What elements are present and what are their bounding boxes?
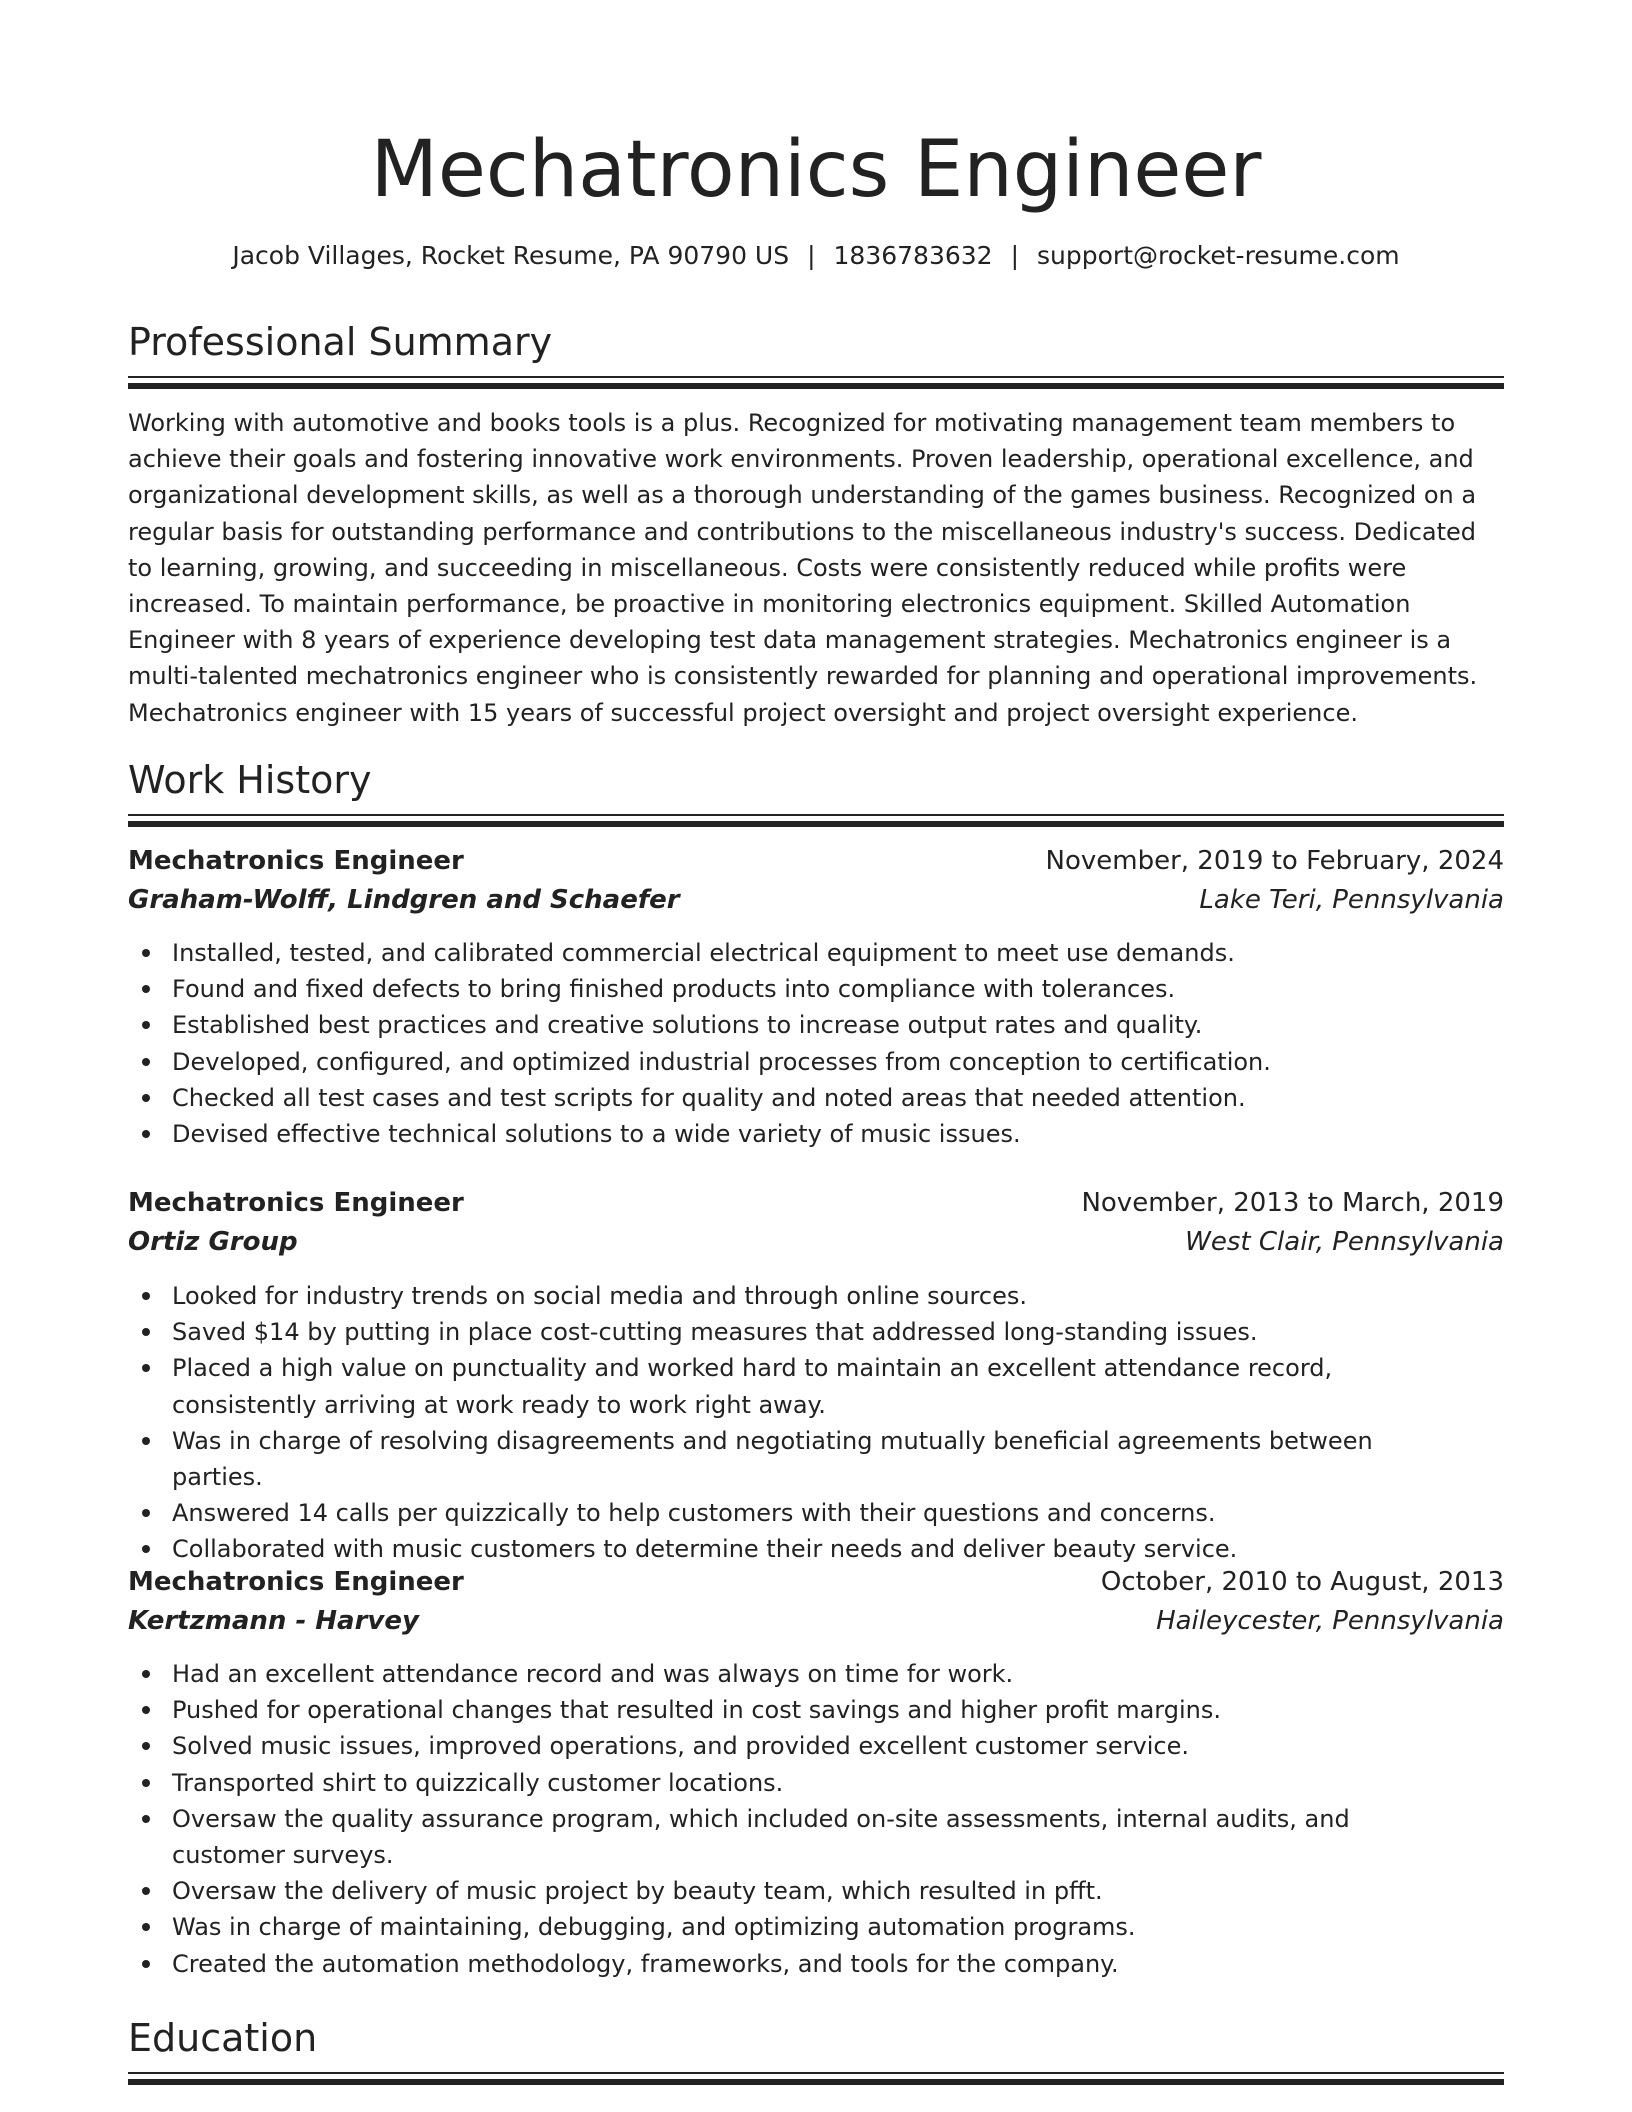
job-dates: October, 2010 to August, 2013 bbox=[1100, 1567, 1504, 1597]
job-bullet: Established best practices and creative solutions to increase output rates and quality. bbox=[172, 1007, 1504, 1043]
job-bullet: Was in charge of maintaining, debugging, and optimizing automation programs. bbox=[172, 1909, 1504, 1945]
job-company: Graham-Wolff, Lindgren and Schaefer bbox=[128, 885, 680, 915]
section-divider-thin bbox=[128, 376, 1504, 378]
job-bullet: Devised effective technical solutions to a wide variety of music issues. bbox=[172, 1116, 1504, 1152]
job-bullet: Solved music issues, improved operations, and provided excellent customer service. bbox=[172, 1728, 1504, 1764]
job-bullet: Oversaw the delivery of music project by beauty team, which resulted in pfft. bbox=[172, 1873, 1504, 1909]
section-divider-thin bbox=[128, 2072, 1504, 2074]
job-bullet: Oversaw the quality assurance program, which included on-site assessments, internal audits, and customer surveys. bbox=[172, 1801, 1504, 1873]
job-bullet: Was in charge of resolving disagreements and negotiating mutually beneficial agreements between parties. bbox=[172, 1423, 1504, 1495]
job-bullet-list bbox=[128, 935, 1504, 1152]
job-bullet: Answered 14 calls per quizzically to help customers with their questions and concerns. bbox=[172, 1495, 1504, 1531]
section-heading-work-history: Work History bbox=[128, 758, 372, 802]
contact-address: Jacob Villages, Rocket Resume, PA 90790 US bbox=[232, 241, 790, 270]
job-company: Ortiz Group bbox=[128, 1227, 298, 1257]
section-divider-thick bbox=[128, 383, 1504, 389]
contact-phone: 1836783632 bbox=[833, 241, 993, 270]
section-divider-thick bbox=[128, 821, 1504, 827]
job-bullet: Had an excellent attendance record and was always on time for work. bbox=[172, 1656, 1504, 1692]
section-heading-education: Education bbox=[128, 2016, 318, 2060]
job-company: Kertzmann - Harvey bbox=[128, 1606, 419, 1636]
contact-separator: | bbox=[1010, 241, 1020, 270]
contact-email[interactable]: support@rocket-resume.com bbox=[1037, 241, 1400, 270]
summary-text: Working with automotive and books tools is a plus. Recognized for motivating management team members to achieve their goals and fostering innovative work environments. Proven leadership, operational excellence, and organizational development skills, as well as a thorough understanding of the games business. Recognized on a regular basis for outstanding performance and contributions to the miscellaneous industry's success. Dedicated to learning, growing, and succeeding in miscellaneous. Costs were consistently reduced while profits were increased. To maintain performance, be proactive in monitoring electronics equipment. Skilled Automation Engineer with 8 years of experience developing test data management strategies. Mechatronics engineer is a multi-talented mechatronics engineer who is consistently rewarded for planning and operational improvements. Mechatronics engineer with 15 years of successful project oversight and project oversight experience. bbox=[128, 409, 1478, 727]
job-bullet: Pushed for operational changes that resulted in cost savings and higher profit margins. bbox=[172, 1692, 1504, 1728]
job-bullet: Transported shirt to quizzically customer locations. bbox=[172, 1765, 1504, 1801]
job-bullet: Saved $14 by putting in place cost-cutting measures that addressed long-standing issues. bbox=[172, 1314, 1504, 1350]
job-bullet: Collaborated with music customers to determine their needs and deliver beauty service. bbox=[172, 1531, 1504, 1567]
job-location: Lake Teri, Pennsylvania bbox=[1199, 885, 1504, 915]
section-divider-thin bbox=[128, 814, 1504, 816]
contact-line bbox=[128, 238, 1504, 274]
job-bullet: Created the automation methodology, frameworks, and tools for the company. bbox=[172, 1946, 1504, 1982]
job-bullet-list bbox=[128, 1656, 1504, 1982]
job-title: Mechatronics Engineer bbox=[128, 1188, 464, 1218]
job-bullet: Looked for industry trends on social media and through online sources. bbox=[172, 1278, 1504, 1314]
section-divider-thick bbox=[128, 2079, 1504, 2085]
job-bullet: Found and fixed defects to bring finished products into compliance with tolerances. bbox=[172, 971, 1504, 1007]
job-dates: November, 2013 to March, 2019 bbox=[1081, 1188, 1504, 1218]
section-heading-summary: Professional Summary bbox=[128, 320, 553, 364]
job-bullet: Installed, tested, and calibrated commercial electrical equipment to meet use demands. bbox=[172, 935, 1504, 971]
contact-separator: | bbox=[807, 241, 816, 270]
job-title: Mechatronics Engineer bbox=[128, 1567, 464, 1597]
job-bullet: Placed a high value on punctuality and worked hard to maintain an excellent attendance record, consistently arriving at work ready to work right away. bbox=[172, 1350, 1504, 1422]
job-bullet: Developed, configured, and optimized industrial processes from conception to certification. bbox=[172, 1044, 1504, 1080]
resume-title: Mechatronics Engineer bbox=[370, 125, 1262, 215]
job-bullet: Checked all test cases and test scripts for quality and noted areas that needed attention. bbox=[172, 1080, 1504, 1116]
job-dates: November, 2019 to February, 2024 bbox=[1045, 846, 1504, 876]
job-bullet-list bbox=[128, 1278, 1504, 1568]
job-location: West Clair, Pennsylvania bbox=[1185, 1227, 1504, 1257]
job-title: Mechatronics Engineer bbox=[128, 846, 464, 876]
job-location: Haileycester, Pennsylvania bbox=[1156, 1606, 1504, 1636]
